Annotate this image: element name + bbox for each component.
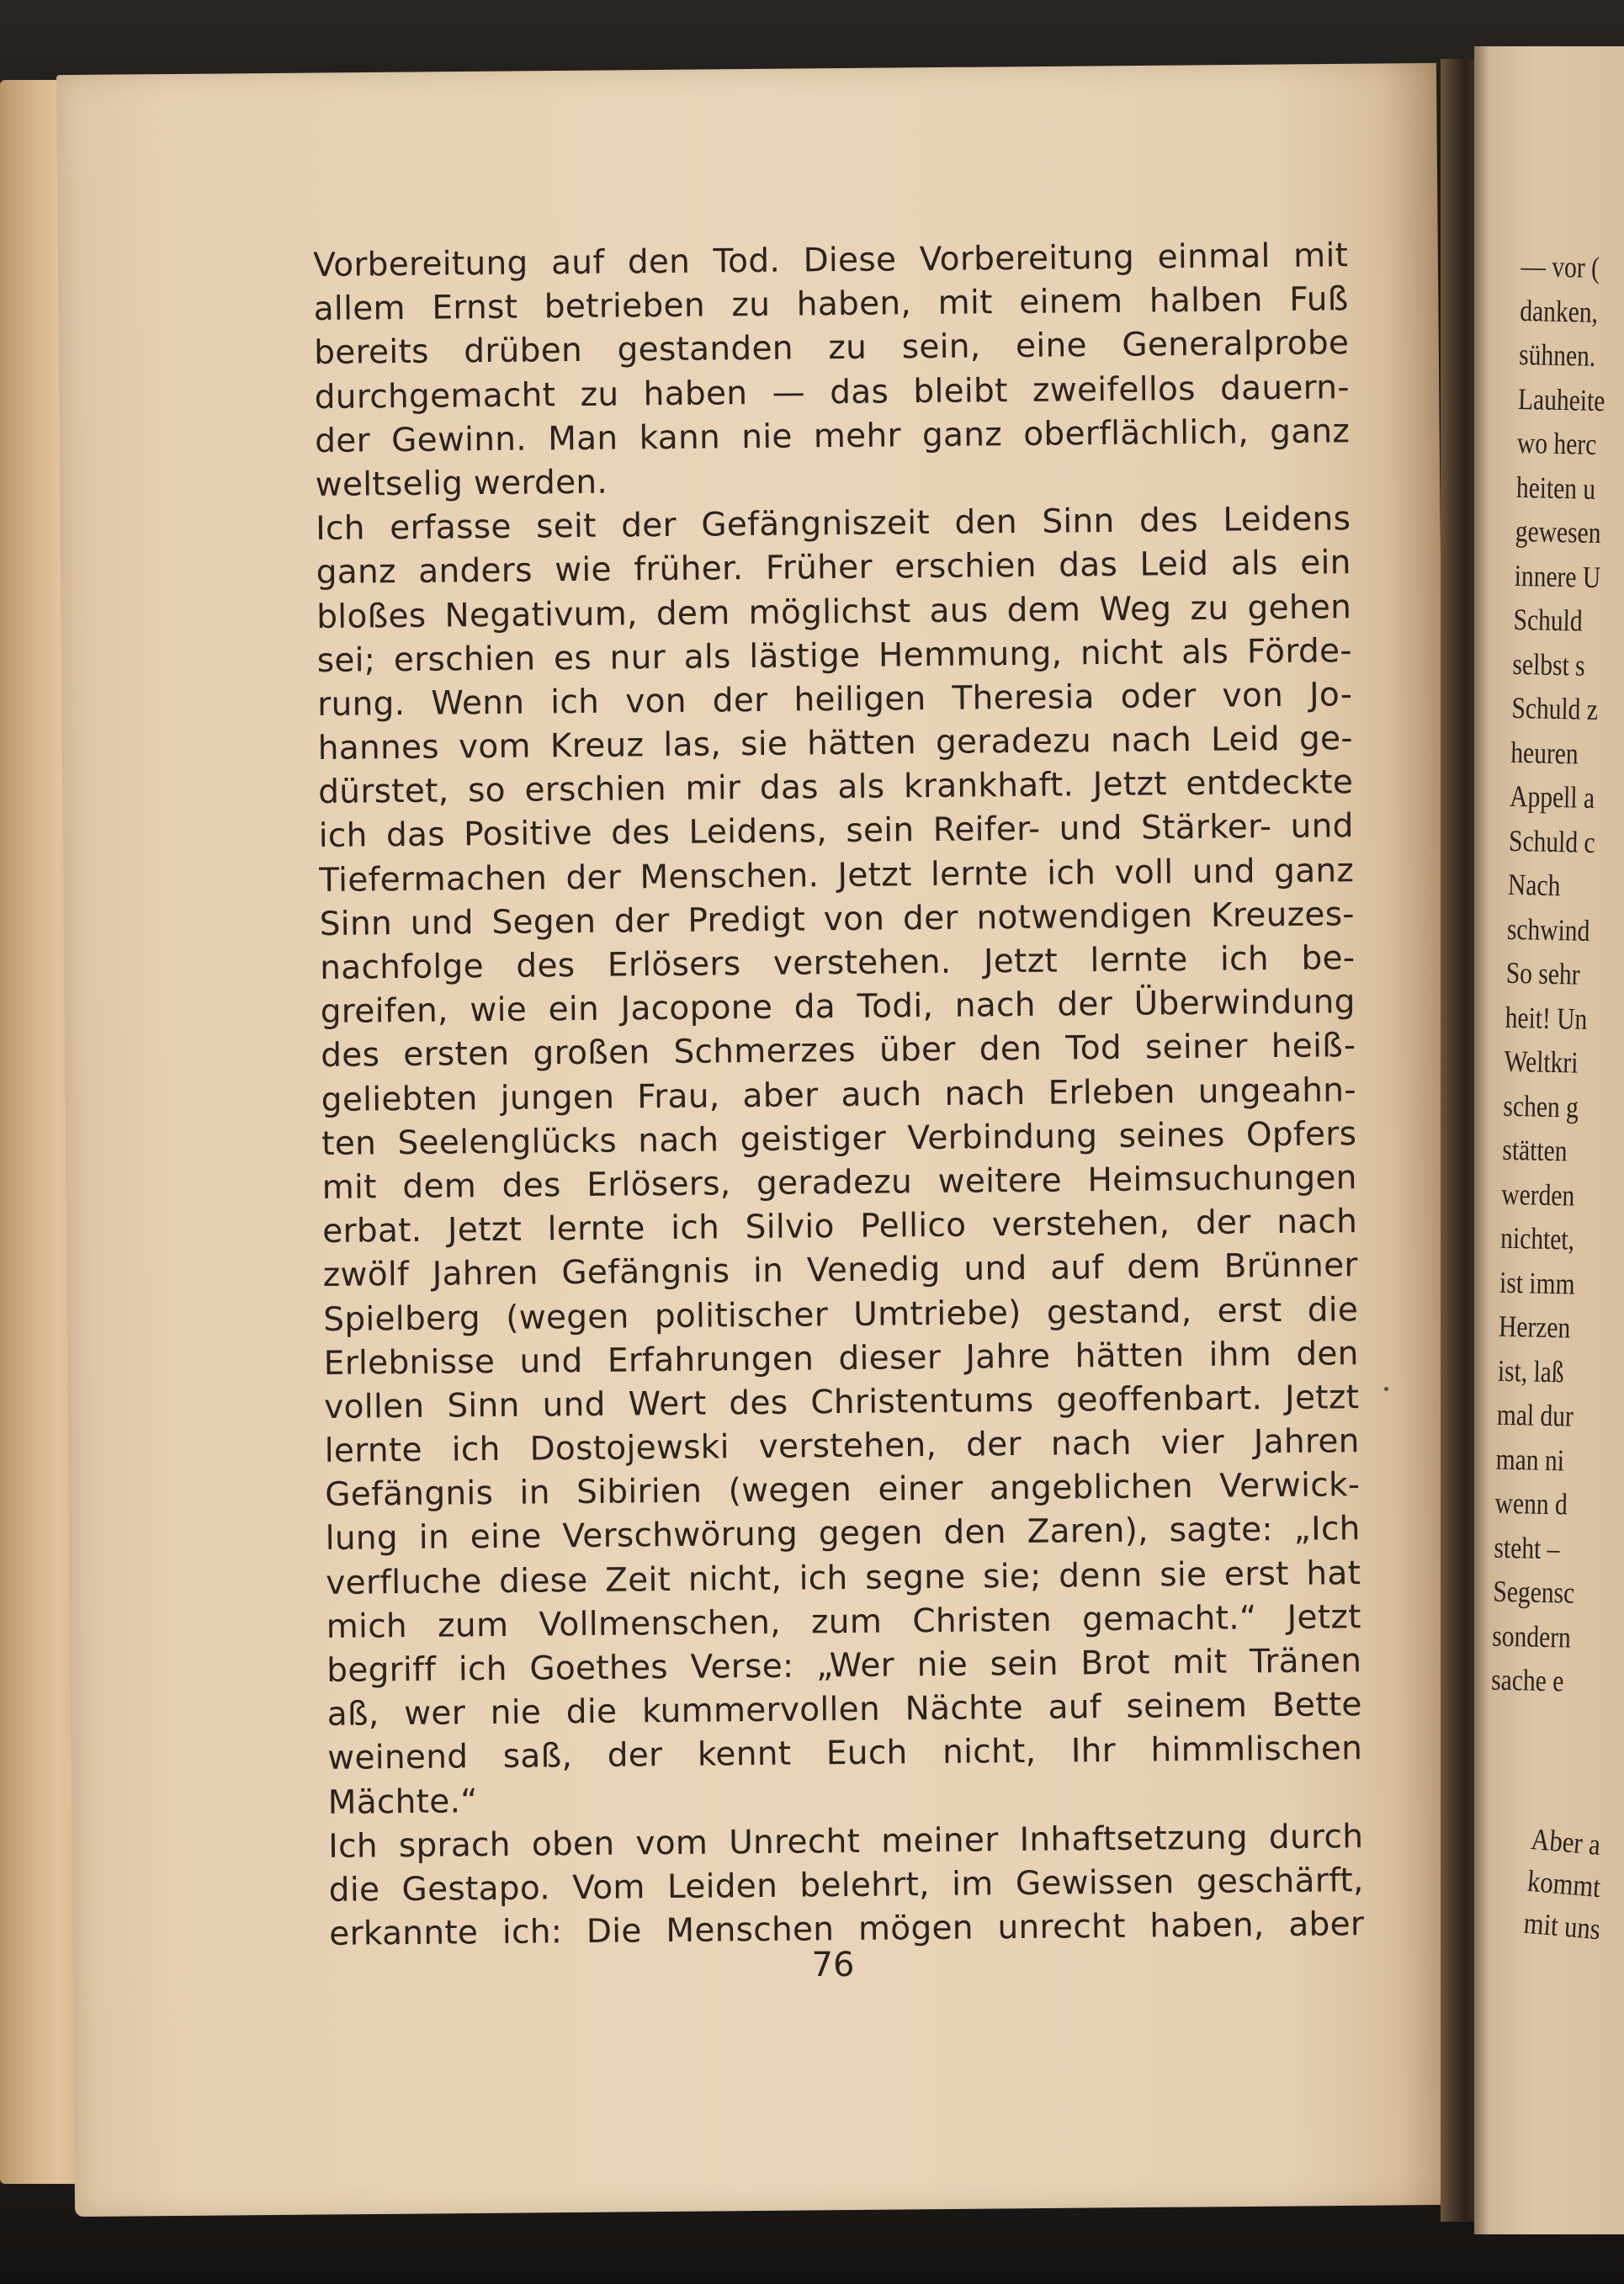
text-line: hannes vom Kreuz las, sie hätten geradezu nach Leid ge- bbox=[317, 720, 1353, 768]
text-line: Vorbereitung auf den Tod. Diese Vorbereitung einmal mit bbox=[313, 236, 1349, 284]
text-line: danken, bbox=[1519, 293, 1599, 329]
text-line: wo herc bbox=[1516, 425, 1597, 461]
page-number: 76 bbox=[811, 1946, 855, 1984]
text-line: So sehr bbox=[1505, 955, 1581, 991]
text-line: erbat. Jetzt lernte ich Silvio Pellico verstehen, der nach bbox=[322, 1203, 1358, 1251]
text-line: Sinn und Segen der Predigt von der notwendigen Kreuzes- bbox=[319, 895, 1355, 943]
text-line: rung. Wenn ich von der heiligen Theresia oder von Jo- bbox=[317, 676, 1353, 724]
text-line: vollen Sinn und Wert des Christentums geoffenbart. Jetzt bbox=[324, 1378, 1360, 1426]
text-line: Schuld c bbox=[1508, 823, 1596, 859]
text-line: Lauheite bbox=[1517, 381, 1605, 417]
text-line: Herzen bbox=[1498, 1309, 1571, 1345]
text-line: weinend saß, der kennt Euch nicht, Ihr himmlischen bbox=[327, 1729, 1363, 1778]
text-line: allem Ernst betrieben zu haben, mit einem halben Fuß bbox=[313, 280, 1349, 329]
text-line: dürstet, so erschien mir das als krankhaft. Jetzt entdeckte bbox=[318, 763, 1354, 812]
text-line: Gefängnis in Sibirien (wegen einer angeblichen Verwick- bbox=[325, 1466, 1361, 1515]
text-line: Erlebnisse und Erfahrungen dieser Jahre hätten ihm den bbox=[323, 1334, 1359, 1383]
text-line: werden bbox=[1500, 1177, 1575, 1213]
text-line: weltselig werden. bbox=[315, 463, 608, 504]
text-line: Weltkri bbox=[1504, 1044, 1579, 1080]
text-line: nichtet, bbox=[1499, 1220, 1575, 1256]
text-line: durchgemacht zu haben — das bleibt zweifellos dauern- bbox=[314, 368, 1350, 417]
text-line: Spielberg (wegen politischer Umtriebe) gestand, erst die bbox=[323, 1290, 1359, 1339]
text-line: Schuld bbox=[1513, 602, 1584, 638]
text-line: bloßes Negativum, dem möglichst aus dem Weg zu gehen bbox=[316, 587, 1352, 636]
text-line: Ich sprach oben vom Unrecht meiner Inhaftsetzung durch bbox=[328, 1817, 1364, 1866]
text-line: stätten bbox=[1502, 1132, 1568, 1168]
text-line: lernte ich Dostojewski verstehen, der nach vier Jahren bbox=[324, 1422, 1360, 1470]
text-line: Tiefermachen der Menschen. Jetzt lernte ich voll und ganz bbox=[319, 851, 1355, 900]
text-line: heit! Un bbox=[1505, 1000, 1588, 1036]
text-line: wenn d bbox=[1494, 1485, 1568, 1522]
text-line: ich das Positive des Leidens, sein Reifer- und Stärker- und bbox=[318, 807, 1354, 856]
paper-speck bbox=[1384, 1387, 1388, 1391]
text-line: der Gewinn. Man kann nie mehr ganz oberflächlich, ganz bbox=[315, 412, 1351, 460]
text-line: sache e bbox=[1490, 1662, 1564, 1698]
text-line: Segensc bbox=[1493, 1574, 1575, 1610]
text-line: selbst s bbox=[1512, 646, 1586, 683]
text-line: Aber a bbox=[1530, 1821, 1602, 1862]
text-line: Ich erfasse seit der Gefängniszeit den Sinn des Leidens bbox=[316, 500, 1351, 549]
text-line: heuren bbox=[1510, 735, 1579, 771]
text-line: — vor ( bbox=[1521, 248, 1600, 284]
text-line: ganz anders wie früher. Früher erschien das Leid als ein bbox=[316, 544, 1351, 592]
text-line: Schuld z bbox=[1511, 690, 1599, 727]
text-line: bereits drüben gestanden zu sein, eine Generalprobe bbox=[314, 324, 1350, 373]
text-line: greifen, wie ein Jacopone da Todi, nach der Überwindung bbox=[320, 983, 1356, 1032]
text-line: Appell a bbox=[1509, 778, 1595, 815]
text-line: lung in eine Verschwörung gegen den Zaren), sagte: „Ich bbox=[325, 1510, 1361, 1559]
text-line: schen g bbox=[1503, 1088, 1579, 1124]
text-line: mal dur bbox=[1496, 1397, 1574, 1433]
text-line: Nach bbox=[1507, 867, 1561, 903]
text-line: mit dem des Erlösers, geradezu weitere Heimsuchungen bbox=[321, 1159, 1357, 1207]
text-line: schwind bbox=[1506, 911, 1590, 948]
text-line: mit uns bbox=[1522, 1905, 1602, 1947]
text-line: begriff ich Goethes Verse: „Wer nie sein Brot mit Tränen bbox=[326, 1642, 1362, 1690]
text-line: kommt bbox=[1526, 1863, 1602, 1904]
text-line: erkannte ich: Die Menschen mögen unrecht haben, aber bbox=[329, 1905, 1365, 1954]
text-line: verfluche diese Zeit nicht, ich segne sie; denn sie erst hat bbox=[326, 1554, 1361, 1602]
text-line: aß, wer nie die kummervollen Nächte auf seinem Bette bbox=[326, 1686, 1362, 1734]
left-page-text bbox=[313, 234, 1364, 1957]
text-line: heiten u bbox=[1515, 470, 1596, 506]
text-line: sondern bbox=[1491, 1618, 1572, 1655]
text-line: ten Seelenglücks nach geistiger Verbindung seines Opfers bbox=[321, 1114, 1357, 1163]
text-line: gewesen bbox=[1515, 513, 1601, 550]
text-line: steht – bbox=[1494, 1530, 1560, 1565]
text-line: sühnen. bbox=[1518, 337, 1596, 373]
text-line: man ni bbox=[1495, 1442, 1565, 1477]
text-line: innere U bbox=[1514, 558, 1601, 594]
right-page-bottom-text bbox=[1522, 1818, 1610, 1950]
text-line: ist imm bbox=[1499, 1265, 1575, 1301]
text-line: zwölf Jahren Gefängnis in Venedig und auf dem Brünner bbox=[322, 1246, 1358, 1295]
text-line: sei; erschien es nur als lästige Hemmung, nicht als Förde- bbox=[316, 631, 1352, 680]
text-line: geliebten jungen Frau, aber auch nach Erleben ungeahn- bbox=[321, 1070, 1356, 1119]
text-line: die Gestapo. Vom Leiden belehrt, im Gewissen geschärft, bbox=[328, 1862, 1364, 1910]
text-line: nachfolge des Erlösers verstehen. Jetzt lernte ich be- bbox=[320, 939, 1356, 987]
text-line: Mächte.“ bbox=[327, 1782, 478, 1822]
text-line: ist, laß bbox=[1497, 1353, 1565, 1389]
text-line: des ersten großen Schmerzes über den Tod seiner heiß- bbox=[321, 1027, 1356, 1076]
text-line: mich zum Vollmenschen, zum Christen gemacht.“ Jetzt bbox=[326, 1597, 1361, 1646]
